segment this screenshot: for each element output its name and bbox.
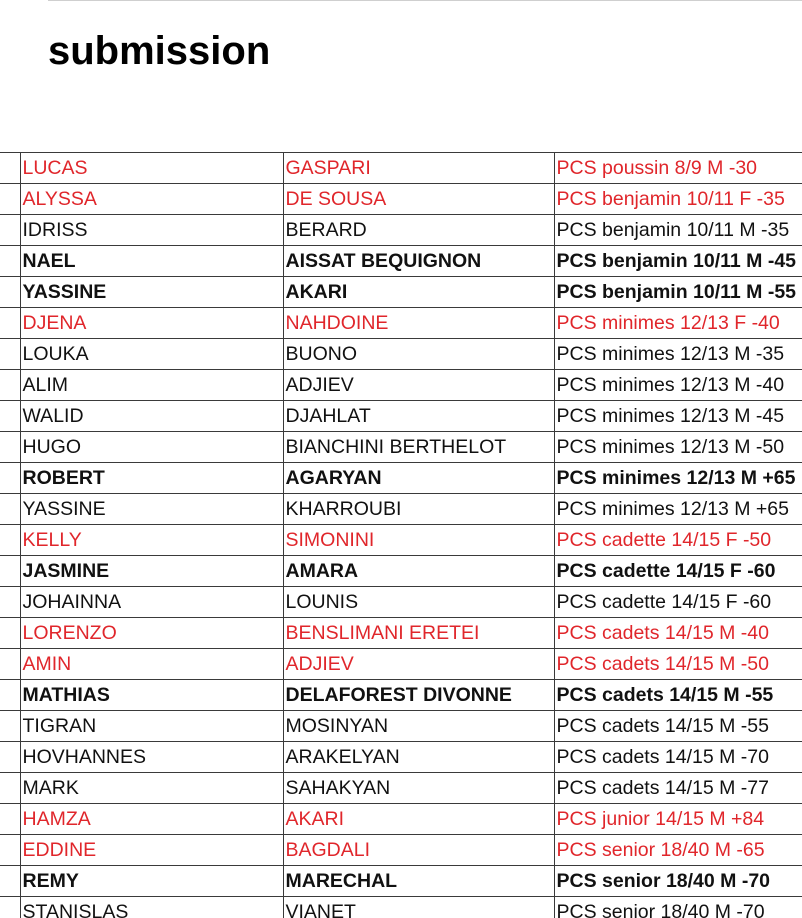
last-name-cell: AKARI <box>283 804 554 835</box>
category-cell: PCS minimes 12/13 M +65 <box>554 494 802 525</box>
category-cell: PCS cadets 14/15 M -40 <box>554 618 802 649</box>
table-row <box>0 618 802 649</box>
last-name-cell: SAHAKYAN <box>283 773 554 804</box>
first-name-cell: HOVHANNES <box>20 742 283 773</box>
table-row <box>0 835 802 866</box>
row-margin-cell <box>0 711 20 742</box>
first-name-cell: YASSINE <box>20 494 283 525</box>
last-name-cell: ARAKELYAN <box>283 742 554 773</box>
first-name-cell: ALIM <box>20 370 283 401</box>
first-name-cell: HUGO <box>20 432 283 463</box>
row-margin-cell <box>0 525 20 556</box>
category-cell: PCS benjamin 10/11 M -45 <box>554 246 802 277</box>
category-cell: PCS benjamin 10/11 M -55 <box>554 277 802 308</box>
last-name-cell: BUONO <box>283 339 554 370</box>
row-margin-cell <box>0 246 20 277</box>
category-cell: PCS minimes 12/13 M -50 <box>554 432 802 463</box>
row-margin-cell <box>0 401 20 432</box>
table-row <box>0 525 802 556</box>
last-name-cell: DJAHLAT <box>283 401 554 432</box>
table-row <box>0 742 802 773</box>
last-name-cell: ADJIEV <box>283 370 554 401</box>
table-row <box>0 401 802 432</box>
category-cell: PCS cadette 14/15 F -60 <box>554 587 802 618</box>
table-row <box>0 556 802 587</box>
first-name-cell: ALYSSA <box>20 184 283 215</box>
row-margin-cell <box>0 742 20 773</box>
table-row <box>0 711 802 742</box>
row-margin-cell <box>0 153 20 184</box>
category-cell: PCS senior 18/40 M -70 <box>554 866 802 897</box>
row-margin-cell <box>0 432 20 463</box>
first-name-cell: DJENA <box>20 308 283 339</box>
table-row <box>0 308 802 339</box>
row-margin-cell <box>0 556 20 587</box>
category-cell: PCS minimes 12/13 F -40 <box>554 308 802 339</box>
last-name-cell: BAGDALI <box>283 835 554 866</box>
table-row <box>0 866 802 897</box>
row-margin-cell <box>0 494 20 525</box>
last-name-cell: BERARD <box>283 215 554 246</box>
table-row <box>0 587 802 618</box>
table-row <box>0 153 802 184</box>
first-name-cell: MATHIAS <box>20 680 283 711</box>
last-name-cell: DE SOUSA <box>283 184 554 215</box>
last-name-cell: AKARI <box>283 277 554 308</box>
last-name-cell: MARECHAL <box>283 866 554 897</box>
category-cell: PCS benjamin 10/11 F -35 <box>554 184 802 215</box>
category-cell: PCS cadets 14/15 M -50 <box>554 649 802 680</box>
category-cell: PCS minimes 12/13 M -40 <box>554 370 802 401</box>
last-name-cell: AISSAT BEQUIGNON <box>283 246 554 277</box>
category-cell: PCS junior 14/15 M +84 <box>554 804 802 835</box>
first-name-cell: ROBERT <box>20 463 283 494</box>
category-cell: PCS cadets 14/15 M -77 <box>554 773 802 804</box>
row-margin-cell <box>0 618 20 649</box>
last-name-cell: AMARA <box>283 556 554 587</box>
first-name-cell: WALID <box>20 401 283 432</box>
first-name-cell: JASMINE <box>20 556 283 587</box>
row-margin-cell <box>0 339 20 370</box>
last-name-cell: BIANCHINI BERTHELOT <box>283 432 554 463</box>
first-name-cell: MARK <box>20 773 283 804</box>
first-name-cell: HAMZA <box>20 804 283 835</box>
table-row <box>0 277 802 308</box>
row-margin-cell <box>0 277 20 308</box>
row-margin-cell <box>0 308 20 339</box>
row-margin-cell <box>0 463 20 494</box>
first-name-cell: JOHAINNA <box>20 587 283 618</box>
row-margin-cell <box>0 680 20 711</box>
table-row <box>0 246 802 277</box>
table-row <box>0 494 802 525</box>
category-cell: PCS cadets 14/15 M -55 <box>554 680 802 711</box>
last-name-cell: SIMONINI <box>283 525 554 556</box>
category-cell: PCS minimes 12/13 M -45 <box>554 401 802 432</box>
first-name-cell: STANISLAS <box>20 897 283 918</box>
category-cell: PCS minimes 12/13 M -35 <box>554 339 802 370</box>
last-name-cell: MOSINYAN <box>283 711 554 742</box>
last-name-cell: BENSLIMANI ERETEI <box>283 618 554 649</box>
table-row <box>0 184 802 215</box>
table-row <box>0 432 802 463</box>
row-margin-cell <box>0 215 20 246</box>
page-title: submission <box>48 29 271 73</box>
table-row <box>0 339 802 370</box>
first-name-cell: LUCAS <box>20 153 283 184</box>
table-row <box>0 680 802 711</box>
last-name-cell: LOUNIS <box>283 587 554 618</box>
last-name-cell: KHARROUBI <box>283 494 554 525</box>
first-name-cell: KELLY <box>20 525 283 556</box>
table-row <box>0 215 802 246</box>
last-name-cell: VIANET <box>283 897 554 918</box>
table-row <box>0 649 802 680</box>
row-margin-cell <box>0 587 20 618</box>
table-row <box>0 804 802 835</box>
row-margin-cell <box>0 649 20 680</box>
first-name-cell: EDDINE <box>20 835 283 866</box>
category-cell: PCS cadets 14/15 M -55 <box>554 711 802 742</box>
category-cell: PCS senior 18/40 M -65 <box>554 835 802 866</box>
category-cell: PCS cadette 14/15 F -60 <box>554 556 802 587</box>
first-name-cell: TIGRAN <box>20 711 283 742</box>
roster-table <box>0 152 802 918</box>
table-row <box>0 463 802 494</box>
row-margin-cell <box>0 773 20 804</box>
category-cell: PCS minimes 12/13 M +65 <box>554 463 802 494</box>
first-name-cell: AMIN <box>20 649 283 680</box>
category-cell: PCS benjamin 10/11 M -35 <box>554 215 802 246</box>
last-name-cell: AGARYAN <box>283 463 554 494</box>
last-name-cell: GASPARI <box>283 153 554 184</box>
roster-table-body <box>0 153 802 918</box>
category-cell: PCS poussin 8/9 M -30 <box>554 153 802 184</box>
category-cell: PCS senior 18/40 M -70 <box>554 897 802 918</box>
first-name-cell: NAEL <box>20 246 283 277</box>
category-cell: PCS cadette 14/15 F -50 <box>554 525 802 556</box>
row-margin-cell <box>0 866 20 897</box>
table-row <box>0 897 802 918</box>
table-row <box>0 773 802 804</box>
row-margin-cell <box>0 835 20 866</box>
row-margin-cell <box>0 897 20 918</box>
top-divider <box>48 0 802 1</box>
last-name-cell: ADJIEV <box>283 649 554 680</box>
table-row <box>0 370 802 401</box>
first-name-cell: REMY <box>20 866 283 897</box>
row-margin-cell <box>0 370 20 401</box>
row-margin-cell <box>0 804 20 835</box>
first-name-cell: LOUKA <box>20 339 283 370</box>
first-name-cell: LORENZO <box>20 618 283 649</box>
roster-table-container <box>0 152 802 918</box>
first-name-cell: IDRISS <box>20 215 283 246</box>
category-cell: PCS cadets 14/15 M -70 <box>554 742 802 773</box>
last-name-cell: NAHDOINE <box>283 308 554 339</box>
row-margin-cell <box>0 184 20 215</box>
last-name-cell: DELAFOREST DIVONNE <box>283 680 554 711</box>
first-name-cell: YASSINE <box>20 277 283 308</box>
